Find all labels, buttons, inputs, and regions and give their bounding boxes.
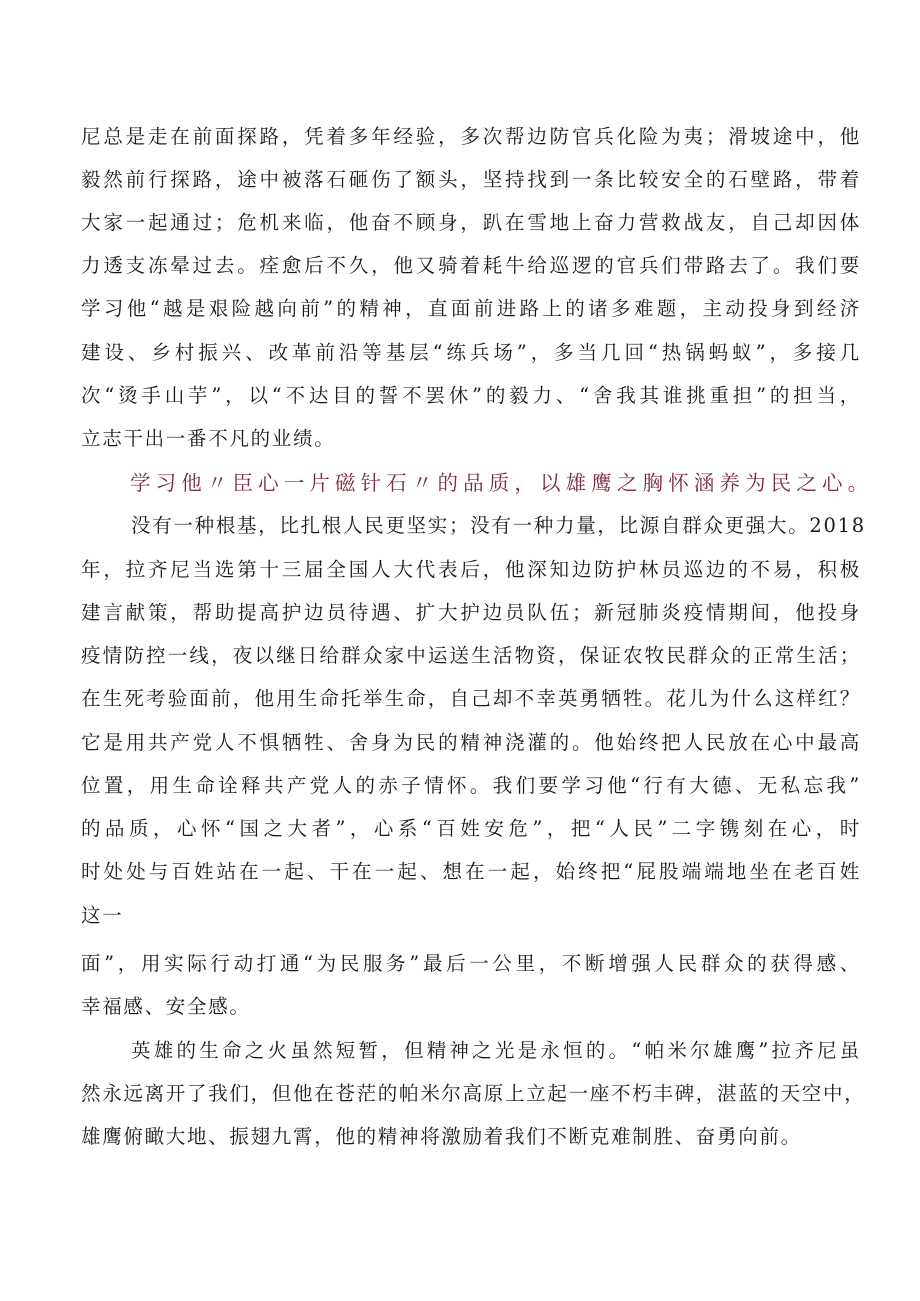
- paragraph-line: 尼总是走在前面探路，凭着多年经验，多次帮边防官兵化险为夷；滑坡途中，他: [81, 125, 861, 148]
- paragraph-line: 雄鹰俯瞰大地、振翅九霄，他的精神将激励着我们不断克难制胜、奋勇向前。: [81, 1125, 802, 1148]
- paragraph-line: 力透支冻晕过去。痊愈后不久，他又骑着耗牛给巡逻的官兵们带路去了。我们要: [81, 254, 861, 277]
- paragraph-line: 这一: [81, 904, 124, 927]
- paragraph-line: 它是用共产党人不惧牺牲、舍身为民的精神浇灌的。他始终把人民放在心中最高: [81, 731, 861, 754]
- paragraph-line: 没有一种根基，比扎根人民更坚实；没有一种力量，比源自群众更强大。2018: [131, 514, 866, 537]
- paragraph-line: 在生死考验面前，他用生命托举生命，自己却不幸英勇牺牲。花儿为什么这样红？: [81, 687, 861, 710]
- paragraph-line: 年，拉齐尼当选第十三届全国人大代表后，他深知边防护林员巡边的不易，积极: [81, 558, 861, 581]
- paragraph-line: 立志干出一番不凡的业绩。: [81, 427, 336, 450]
- paragraph-line: 面”，用实际行动打通“为民服务”最后一公里，不断增强人民群众的获得感、: [81, 952, 861, 975]
- section-heading: 学习他〃臣心一片磁针石〃的品质，以雄鹰之胸怀涵养为民之心。: [130, 471, 870, 495]
- paragraph-line: 英雄的生命之火虽然短暂，但精神之光是永恒的。“帕米尔雄鹰”拉齐尼虽: [131, 1039, 861, 1062]
- paragraph-line: 次“烫手山芋”，以“不达目的誓不罢休”的毅力、“舍我其谁挑重担”的担当，: [81, 384, 861, 407]
- paragraph-line: 毅然前行探路，途中被落石砸伤了额头，坚持找到一条比较安全的石壁路，带着: [81, 168, 861, 191]
- paragraph-line: 建言献策，帮助提高护边员待遇、扩大护边员队伍；新冠肺炎疫情期间，他投身: [81, 601, 861, 624]
- paragraph-line: 幸福感、安全感。: [81, 995, 251, 1018]
- paragraph-line: 学习他“越是艰险越向前”的精神，直面前进路上的诸多难题，主动投身到经济: [81, 297, 861, 320]
- paragraph-line: 的品质，心怀“国之大者”，心系“百姓安危”，把“人民”二字镌刻在心，时: [81, 817, 861, 840]
- paragraph-line: 时处处与百姓站在一起、干在一起、想在一起，始终把“屁股端端地坐在老百姓: [81, 860, 861, 883]
- paragraph-line: 然永远离开了我们，但他在苍茫的帕米尔高原上立起一座不朽丰碑，湛蓝的天空中，: [81, 1082, 866, 1105]
- paragraph-line: 位置，用生命诠释共产党人的赤子情怀。我们要学习他“行有大德、无私忘我”: [81, 774, 861, 797]
- paragraph-line: 疫情防控一线，夜以继日给群众家中运送生活物资，保证农牧民群众的正常生活；: [81, 644, 861, 667]
- paragraph-line: 大家一起通过；危机来临，他奋不顾身，趴在雪地上奋力营救战友，自己却因体: [81, 211, 861, 234]
- paragraph-line: 建设、乡村振兴、改革前沿等基层“练兵场”，多当几回“热锅蚂蚁”，多接几: [81, 341, 861, 364]
